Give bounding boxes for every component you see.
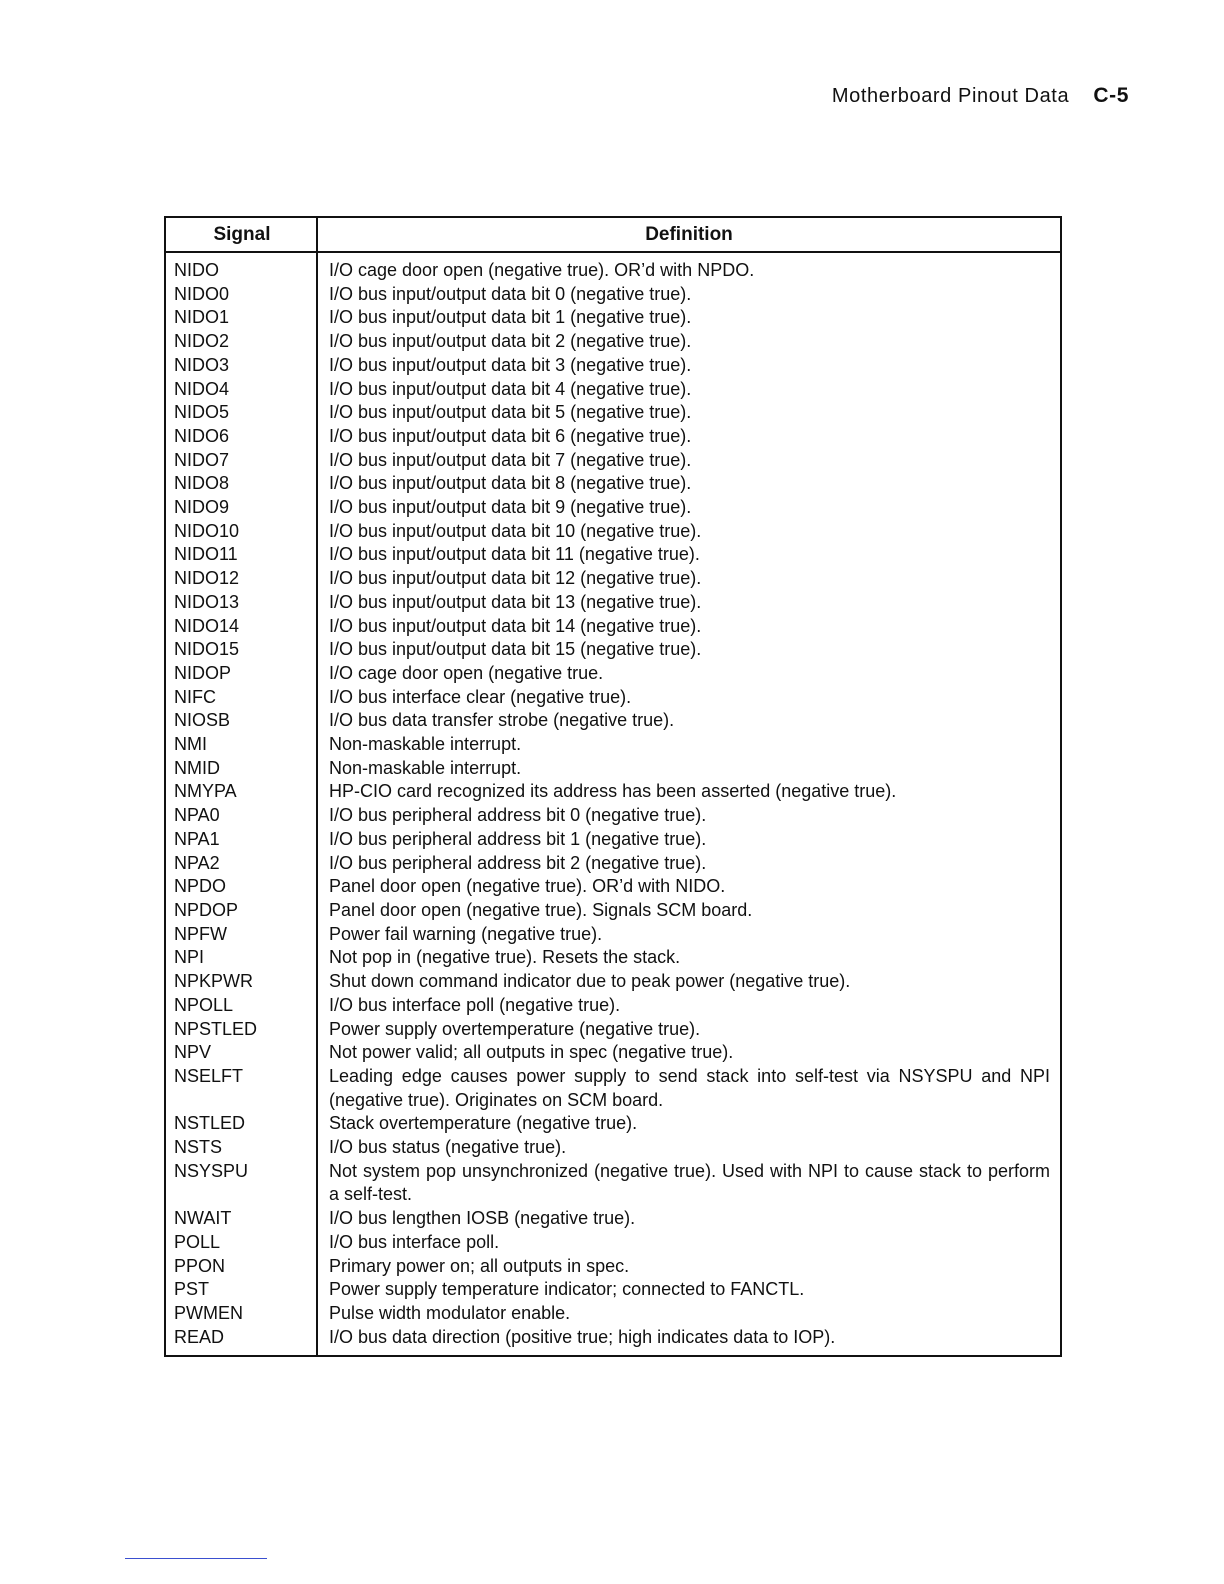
signal-cell: NPKPWR bbox=[174, 971, 254, 992]
signal-cell: NPFW bbox=[174, 923, 227, 944]
signal-cell: NMYPA bbox=[174, 781, 237, 802]
definition-cell: I/O bus input/output data bit 11 (negative true). bbox=[329, 544, 700, 565]
table-row bbox=[166, 1136, 1060, 1160]
table-row bbox=[166, 1231, 1060, 1255]
definition-cell: Leading edge causes power supply to send stack into self-test via NSYSPU and NPI (negative true). Originates on SCM board. bbox=[329, 1065, 1050, 1110]
signal-cell: NIDO10 bbox=[174, 520, 240, 541]
table-body bbox=[166, 253, 1060, 1355]
table-row bbox=[166, 615, 1060, 639]
table-row bbox=[166, 662, 1060, 686]
definition-cell: HP-CIO card recognized its address has been asserted (negative true). bbox=[329, 781, 897, 802]
signal-cell: NIDO5 bbox=[174, 402, 230, 423]
signal-cell: NSELFT bbox=[174, 1065, 244, 1086]
definition-cell: I/O bus interface clear (negative true). bbox=[329, 686, 632, 707]
signal-cell: NPOLL bbox=[174, 994, 234, 1015]
definition-cell: I/O bus lengthen IOSB (negative true). bbox=[329, 1208, 636, 1229]
signal-cell: NIDO14 bbox=[174, 615, 240, 636]
signal-cell: NPDO bbox=[174, 876, 227, 897]
table-row bbox=[166, 852, 1060, 876]
signal-definition-table bbox=[164, 216, 1062, 1357]
signal-cell: NIDO6 bbox=[174, 425, 230, 446]
signal-cell: NIDO7 bbox=[174, 449, 230, 470]
table-row bbox=[166, 1112, 1060, 1136]
definition-cell: I/O bus input/output data bit 7 (negative true). bbox=[329, 449, 692, 470]
table-row bbox=[166, 686, 1060, 710]
definition-cell: Non-maskable interrupt. bbox=[329, 757, 522, 778]
definition-cell: Power supply temperature indicator; connected to FANCTL. bbox=[329, 1279, 805, 1300]
definition-cell: I/O bus input/output data bit 2 (negative true). bbox=[329, 331, 692, 352]
table-row bbox=[166, 709, 1060, 733]
definition-cell: Not power valid; all outputs in spec (negative true). bbox=[329, 1042, 734, 1063]
definition-cell: Not pop in (negative true). Resets the stack. bbox=[329, 947, 681, 968]
definition-column-header: Definition bbox=[645, 223, 733, 245]
signal-cell: NPA2 bbox=[174, 852, 220, 873]
definition-cell: I/O cage door open (negative true. bbox=[329, 662, 604, 683]
definition-cell: Power fail warning (negative true). bbox=[329, 923, 603, 944]
definition-cell: I/O bus input/output data bit 8 (negative true). bbox=[329, 473, 692, 494]
table-row bbox=[166, 1255, 1060, 1279]
definition-cell: Panel door open (negative true). Signals SCM board. bbox=[329, 899, 753, 920]
table-row bbox=[166, 259, 1060, 283]
signal-cell: NIDO8 bbox=[174, 473, 230, 494]
table-row bbox=[166, 1160, 1060, 1207]
table-row bbox=[166, 638, 1060, 662]
table-row bbox=[166, 354, 1060, 378]
signal-cell: NSTLED bbox=[174, 1113, 246, 1134]
table-row bbox=[166, 425, 1060, 449]
table-row bbox=[166, 970, 1060, 994]
definition-cell: Non-maskable interrupt. bbox=[329, 734, 522, 755]
table-row bbox=[166, 591, 1060, 615]
table-row bbox=[166, 757, 1060, 781]
signal-cell: NPA0 bbox=[174, 805, 220, 826]
table-row bbox=[166, 449, 1060, 473]
signal-cell: NWAIT bbox=[174, 1208, 232, 1229]
table-row bbox=[166, 543, 1060, 567]
table-row bbox=[166, 330, 1060, 354]
table-row bbox=[166, 1065, 1060, 1112]
signal-cell: NIFC bbox=[174, 686, 216, 707]
signal-cell: NIDO3 bbox=[174, 354, 230, 375]
table-row bbox=[166, 306, 1060, 330]
signal-column-header: Signal bbox=[213, 223, 271, 245]
table-row bbox=[166, 828, 1060, 852]
table-row bbox=[166, 1302, 1060, 1326]
definition-cell: I/O bus data direction (positive true; high indicates data to IOP). bbox=[329, 1326, 836, 1347]
definition-cell: I/O bus input/output data bit 5 (negative true). bbox=[329, 402, 692, 423]
signal-cell: PPON bbox=[174, 1255, 226, 1276]
table-row bbox=[166, 1326, 1060, 1350]
definition-cell: I/O bus input/output data bit 3 (negative true). bbox=[329, 354, 692, 375]
table-row bbox=[166, 378, 1060, 402]
table-row bbox=[166, 283, 1060, 307]
page-number: C-5 bbox=[1093, 84, 1129, 107]
table-row bbox=[166, 472, 1060, 496]
signal-cell: NPA1 bbox=[174, 828, 220, 849]
definition-cell: I/O bus input/output data bit 13 (negative true). bbox=[329, 591, 702, 612]
definition-cell: I/O bus data transfer strobe (negative true). bbox=[329, 710, 675, 731]
signal-cell: NIDO12 bbox=[174, 568, 240, 589]
definition-cell: I/O bus input/output data bit 0 (negative true). bbox=[329, 283, 692, 304]
definition-cell: I/O bus peripheral address bit 2 (negative true). bbox=[329, 852, 707, 873]
table-row bbox=[166, 733, 1060, 757]
definition-cell: I/O bus input/output data bit 10 (negative true). bbox=[329, 520, 702, 541]
signal-cell: NPSTLED bbox=[174, 1018, 258, 1039]
table-row bbox=[166, 994, 1060, 1018]
definition-cell: I/O bus input/output data bit 15 (negative true). bbox=[329, 639, 702, 660]
table-row bbox=[166, 567, 1060, 591]
definition-cell: I/O bus peripheral address bit 1 (negative true). bbox=[329, 828, 707, 849]
signal-cell: NIOSB bbox=[174, 710, 231, 731]
table-row bbox=[166, 875, 1060, 899]
signal-cell: READ bbox=[174, 1326, 225, 1347]
signal-cell: PST bbox=[174, 1279, 210, 1300]
signal-cell: NIDO2 bbox=[174, 331, 230, 352]
page-header bbox=[832, 84, 1129, 108]
signal-cell: NIDO1 bbox=[174, 307, 230, 328]
signal-cell: NMID bbox=[174, 757, 220, 778]
table-row bbox=[166, 1018, 1060, 1042]
signal-cell: NIDOP bbox=[174, 662, 232, 683]
signal-cell: NPI bbox=[174, 947, 205, 968]
definition-cell: Primary power on; all outputs in spec. bbox=[329, 1255, 630, 1276]
definition-cell: Pulse width modulator enable. bbox=[329, 1302, 571, 1323]
definition-cell: I/O bus status (negative true). bbox=[329, 1137, 567, 1158]
definition-cell: Shut down command indicator due to peak power (negative true). bbox=[329, 971, 851, 992]
definition-cell: Power supply overtemperature (negative true). bbox=[329, 1018, 701, 1039]
definition-cell: Stack overtemperature (negative true). bbox=[329, 1113, 638, 1134]
footer-rule bbox=[125, 1558, 267, 1559]
signal-cell: NIDO4 bbox=[174, 378, 230, 399]
definition-cell: I/O bus input/output data bit 14 (negative true). bbox=[329, 615, 702, 636]
definition-cell: Panel door open (negative true). OR’d with NIDO. bbox=[329, 876, 726, 897]
definition-cell: I/O bus input/output data bit 6 (negative true). bbox=[329, 425, 692, 446]
table-row bbox=[166, 1207, 1060, 1231]
table-row bbox=[166, 946, 1060, 970]
signal-cell: NPDOP bbox=[174, 899, 239, 920]
signal-cell: PWMEN bbox=[174, 1302, 243, 1323]
signal-cell: NPV bbox=[174, 1042, 212, 1063]
table-row bbox=[166, 401, 1060, 425]
definition-cell: Not system pop unsynchronized (negative true). Used with NPI to cause stack to perform a self-test. bbox=[329, 1160, 1050, 1205]
definition-cell: I/O bus input/output data bit 9 (negative true). bbox=[329, 497, 692, 518]
table-row bbox=[166, 520, 1060, 544]
table-header bbox=[166, 218, 1060, 253]
signal-cell: NIDO9 bbox=[174, 497, 230, 518]
table-row bbox=[166, 923, 1060, 947]
signal-cell: NIDO15 bbox=[174, 639, 240, 660]
signal-cell: NIDO13 bbox=[174, 591, 240, 612]
definition-cell: I/O bus input/output data bit 12 (negative true). bbox=[329, 568, 702, 589]
signal-cell: POLL bbox=[174, 1231, 221, 1252]
signal-cell: NIDO11 bbox=[174, 544, 238, 565]
table-row bbox=[166, 1278, 1060, 1302]
section-title: Motherboard Pinout Data bbox=[831, 85, 1070, 107]
signal-cell: NIDO bbox=[174, 260, 219, 280]
signal-cell: NSTS bbox=[174, 1137, 223, 1158]
definition-cell: I/O bus peripheral address bit 0 (negative true). bbox=[329, 805, 707, 826]
table-row bbox=[166, 780, 1060, 804]
signal-cell: NSYSPU bbox=[174, 1160, 249, 1181]
table-row bbox=[166, 1041, 1060, 1065]
signal-cell: NIDO0 bbox=[174, 283, 230, 304]
definition-cell: I/O bus input/output data bit 1 (negative true). bbox=[329, 307, 692, 328]
definition-cell: I/O bus interface poll (negative true). bbox=[329, 994, 621, 1015]
signal-cell: NMI bbox=[174, 734, 207, 755]
definition-cell: I/O bus input/output data bit 4 (negative true). bbox=[329, 378, 692, 399]
definition-cell: I/O cage door open (negative true). OR’d with NPDO. bbox=[329, 260, 755, 280]
table-row bbox=[166, 804, 1060, 828]
column-divider bbox=[316, 218, 318, 1355]
table-row bbox=[166, 899, 1060, 923]
table-row bbox=[166, 496, 1060, 520]
definition-cell: I/O bus interface poll. bbox=[329, 1231, 500, 1252]
